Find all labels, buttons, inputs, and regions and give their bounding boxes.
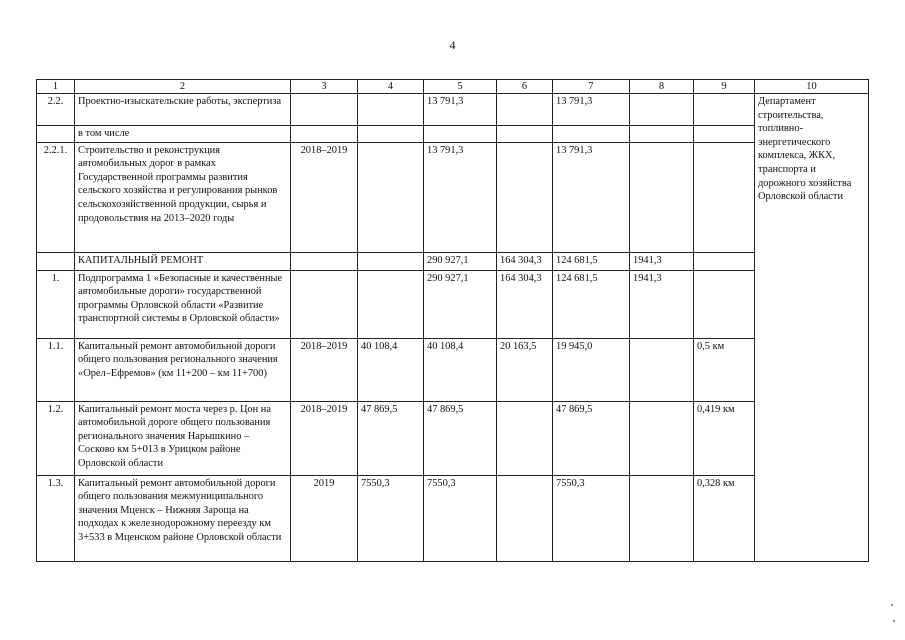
department-cell-continued bbox=[755, 252, 869, 561]
row-name: Капитальный ремонт моста через р. Цон на автомобильной дороге общего пользования регионального значения Нарышкино – Сосково км 5+013 в Урицком районе Орловской области bbox=[75, 401, 291, 475]
column-header: 8 bbox=[630, 80, 694, 94]
cell-col5: 13 791,3 bbox=[424, 142, 497, 252]
table-row bbox=[37, 252, 869, 270]
page-number: 4 bbox=[449, 38, 456, 52]
cell-col4 bbox=[358, 270, 424, 338]
row-period bbox=[291, 270, 358, 338]
cell-col6 bbox=[497, 126, 553, 143]
table-row bbox=[37, 142, 869, 252]
column-header: 4 bbox=[358, 80, 424, 94]
table-row bbox=[37, 338, 869, 401]
cell-col7: 47 869,5 bbox=[553, 401, 630, 475]
cell-col6: 20 163,5 bbox=[497, 338, 553, 401]
cell-col9: 0,419 км bbox=[694, 401, 755, 475]
cell-col5: 40 108,4 bbox=[424, 338, 497, 401]
row-period bbox=[291, 252, 358, 270]
table-row bbox=[37, 126, 869, 143]
cell-col6: 164 304,3 bbox=[497, 270, 553, 338]
column-header: 5 bbox=[424, 80, 497, 94]
cell-col4 bbox=[358, 142, 424, 252]
row-name: Капитальный ремонт автомобильной дороги общего пользования межмуниципального значения Мценск – Нижняя Зароща на подходах к железнодорожному переезду км 3+533 в Мценском районе Орловской области bbox=[75, 475, 291, 561]
row-name: Проектно-изыскательские работы, экспертиза bbox=[75, 94, 291, 126]
column-header: 10 bbox=[755, 80, 869, 94]
cell-col8: 1941,3 bbox=[630, 252, 694, 270]
scan-speck bbox=[893, 620, 895, 622]
cell-col8 bbox=[630, 338, 694, 401]
cell-col9 bbox=[694, 94, 755, 126]
row-period bbox=[291, 94, 358, 126]
cell-col7 bbox=[553, 126, 630, 143]
row-number: 2.2.1. bbox=[37, 142, 75, 252]
cell-col6 bbox=[497, 475, 553, 561]
row-number: 1. bbox=[37, 270, 75, 338]
row-number bbox=[37, 252, 75, 270]
table-row bbox=[37, 270, 869, 338]
cell-col9 bbox=[694, 142, 755, 252]
cell-col9 bbox=[694, 126, 755, 143]
cell-col4 bbox=[358, 126, 424, 143]
row-period: 2018–2019 bbox=[291, 401, 358, 475]
cell-col5: 290 927,1 bbox=[424, 270, 497, 338]
cell-col5 bbox=[424, 126, 497, 143]
cell-col6: 164 304,3 bbox=[497, 252, 553, 270]
column-header: 1 bbox=[37, 80, 75, 94]
cell-col4 bbox=[358, 252, 424, 270]
cell-col4: 7550,3 bbox=[358, 475, 424, 561]
row-number: 1.2. bbox=[37, 401, 75, 475]
cell-col5: 13 791,3 bbox=[424, 94, 497, 126]
cell-col8 bbox=[630, 401, 694, 475]
row-period: 2018–2019 bbox=[291, 338, 358, 401]
column-header: 9 bbox=[694, 80, 755, 94]
row-number: 1.3. bbox=[37, 475, 75, 561]
cell-col7: 124 681,5 bbox=[553, 270, 630, 338]
cell-col5: 290 927,1 bbox=[424, 252, 497, 270]
cell-col4: 47 869,5 bbox=[358, 401, 424, 475]
cell-col8 bbox=[630, 142, 694, 252]
row-name: КАПИТАЛЬНЫЙ РЕМОНТ bbox=[75, 252, 291, 270]
department-cell: Департамент строительства, топливно-энергетического комплекса, ЖКХ, транспорта и дорожного хозяйства Орловской области bbox=[755, 94, 869, 253]
table-row bbox=[37, 475, 869, 561]
scan-speck bbox=[891, 604, 893, 606]
cell-col8 bbox=[630, 94, 694, 126]
cell-col4: 40 108,4 bbox=[358, 338, 424, 401]
cell-col6 bbox=[497, 401, 553, 475]
cell-col4 bbox=[358, 94, 424, 126]
header-row bbox=[37, 80, 869, 94]
cell-col7: 124 681,5 bbox=[553, 252, 630, 270]
cell-col9 bbox=[694, 270, 755, 338]
row-period: 2018–2019 bbox=[291, 142, 358, 252]
cell-col9: 0,328 км bbox=[694, 475, 755, 561]
cell-col7: 7550,3 bbox=[553, 475, 630, 561]
cell-col5: 47 869,5 bbox=[424, 401, 497, 475]
column-header: 2 bbox=[75, 80, 291, 94]
row-period: 2019 bbox=[291, 475, 358, 561]
row-number bbox=[37, 126, 75, 143]
cell-col6 bbox=[497, 94, 553, 126]
cell-col7: 19 945,0 bbox=[553, 338, 630, 401]
row-name: Строительство и реконструкция автомобильных дорог в рамках Государственной программы развития сельского хозяйства и регулирования рынков сельскохозяйственной продукции, сырья и продовольствия на 2013–2020 годы bbox=[75, 142, 291, 252]
cell-col9 bbox=[694, 252, 755, 270]
cell-col8 bbox=[630, 475, 694, 561]
cell-col8: 1941,3 bbox=[630, 270, 694, 338]
cell-col7: 13 791,3 bbox=[553, 142, 630, 252]
cell-col9: 0,5 км bbox=[694, 338, 755, 401]
budget-table bbox=[36, 79, 869, 562]
row-name: в том числе bbox=[75, 126, 291, 143]
row-period bbox=[291, 126, 358, 143]
cell-col8 bbox=[630, 126, 694, 143]
row-number: 2.2. bbox=[37, 94, 75, 126]
column-header: 3 bbox=[291, 80, 358, 94]
cell-col7: 13 791,3 bbox=[553, 94, 630, 126]
row-name: Подпрограмма 1 «Безопасные и качественные автомобильные дороги» государственной программы Орловской области «Развитие транспортной системы в Орловской области» bbox=[75, 270, 291, 338]
column-header: 6 bbox=[497, 80, 553, 94]
table-row bbox=[37, 94, 869, 126]
table-row bbox=[37, 401, 869, 475]
row-number: 1.1. bbox=[37, 338, 75, 401]
row-name: Капитальный ремонт автомобильной дороги общего пользования регионального значения «Орел–Ефремов» (км 11+200 – км 11+700) bbox=[75, 338, 291, 401]
cell-col6 bbox=[497, 142, 553, 252]
column-header: 7 bbox=[553, 80, 630, 94]
cell-col5: 7550,3 bbox=[424, 475, 497, 561]
